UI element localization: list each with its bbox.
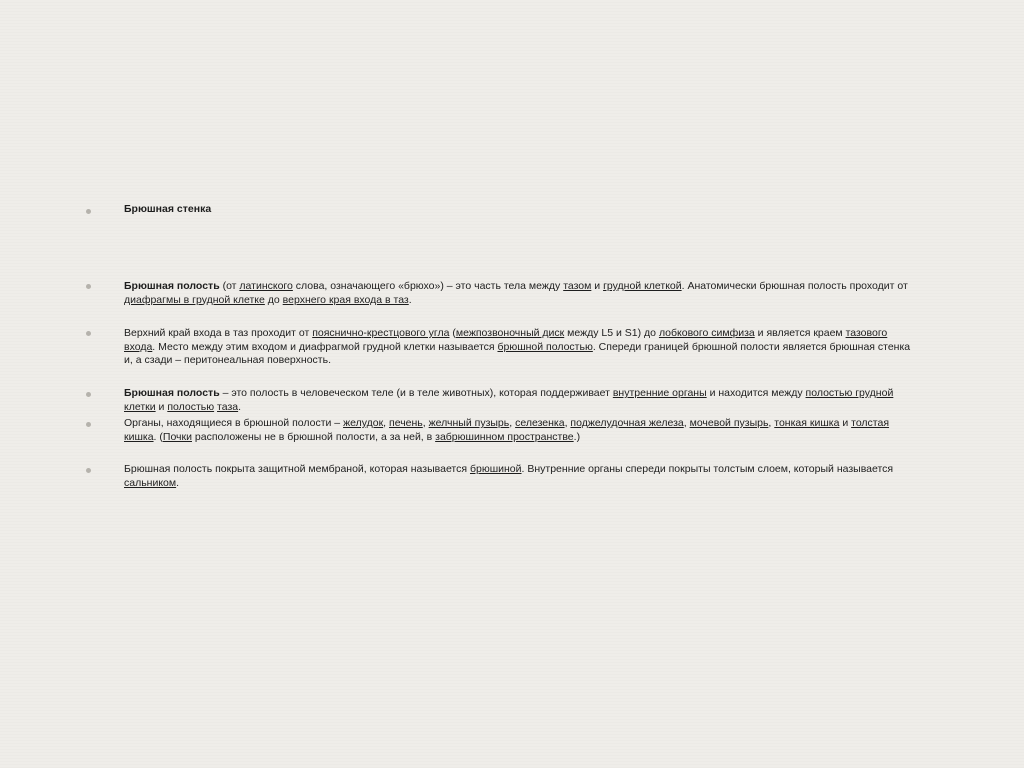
text-run: слова, означающего «брюхо») – это часть тела между: [292, 280, 564, 292]
term-link[interactable]: печень: [389, 417, 423, 429]
term-link[interactable]: пояснично-крестцового угла: [312, 327, 450, 339]
term-link[interactable]: брюшной полостью: [497, 340, 593, 353]
term-link[interactable]: латинского: [239, 280, 293, 292]
bullet-icon: [86, 209, 91, 214]
term-link[interactable]: тазом: [563, 280, 592, 292]
list-item: [124, 327, 914, 368]
bullet-icon: [86, 468, 91, 473]
term-link[interactable]: сальником: [124, 476, 177, 489]
bold-term: Брюшная полость: [124, 387, 220, 399]
term-link[interactable]: Почки: [162, 430, 192, 443]
text-run: .): [573, 430, 581, 443]
text-run: (: [449, 327, 456, 339]
term-link[interactable]: межпозвоночный диск: [455, 327, 565, 339]
text-run: ,: [768, 417, 775, 429]
term-link[interactable]: полостью грудной клетки: [124, 387, 894, 413]
term-link[interactable]: тонкая кишка: [774, 417, 840, 429]
text-run: расположены не в брюшной полости, а за ней, в: [191, 430, 436, 443]
text-run: . (: [153, 430, 163, 443]
text-run: – это полость в человеческом теле (и в теле животных), которая поддерживает: [219, 387, 613, 399]
text-run: Органы, находящиеся в брюшной полости –: [124, 417, 344, 429]
bold-term: Брюшная стенка: [124, 203, 212, 215]
text-run: (от: [219, 280, 240, 292]
term-link[interactable]: таза: [217, 400, 239, 413]
bullet-icon: [86, 284, 91, 289]
term-link[interactable]: брюшиной: [469, 463, 522, 475]
list-item: [124, 463, 914, 490]
term-link[interactable]: мочевой пузырь: [689, 417, 769, 429]
list-item: [124, 280, 914, 307]
term-link[interactable]: внутренние органы: [612, 387, 707, 399]
text-run: ,: [509, 417, 516, 429]
term-link[interactable]: диафрагмы в грудной клетке: [124, 293, 265, 306]
term-link[interactable]: желчный пузырь: [428, 417, 510, 429]
term-link[interactable]: тазового входа: [124, 327, 888, 353]
text-run: . Анатомически брюшная полость проходит от: [681, 280, 908, 292]
term-link[interactable]: толстая кишка: [124, 417, 890, 443]
text-run: и: [839, 417, 852, 429]
term-link[interactable]: лобкового симфиза: [658, 327, 755, 339]
text-run: ,: [564, 417, 571, 429]
text-run: до: [264, 293, 283, 306]
text-run: . Внутренние органы спереди покрыты толстым слоем, который называется: [521, 463, 894, 475]
text-run: и: [155, 400, 168, 413]
list-item: [124, 203, 914, 217]
text-run: ,: [683, 417, 690, 429]
term-link[interactable]: селезенка: [515, 417, 565, 429]
list-item: [124, 387, 914, 414]
bold-term: Брюшная полость: [124, 280, 220, 292]
text-run: Брюшная полость покрыта защитной мембраной, которая называется: [124, 463, 470, 475]
text-run: ,: [383, 417, 390, 429]
list-item: [124, 417, 914, 444]
term-link[interactable]: поджелудочная железа: [570, 417, 684, 429]
text-run: Верхний край входа в таз проходит от: [124, 327, 313, 339]
text-run: .: [176, 476, 180, 489]
text-run: . Спереди границей брюшной полости является брюшная стенка и, а сзади – перитонеальная поверхность.: [124, 340, 911, 366]
text-run: и является краем: [754, 327, 846, 339]
text-run: .: [238, 400, 242, 413]
text-run: . Место между этим входом и диафрагмой грудной клетки называется: [152, 340, 498, 353]
term-link[interactable]: грудной клеткой: [603, 280, 682, 292]
text-run: между L5 и S1) до: [564, 327, 659, 339]
text-run: .: [408, 293, 412, 306]
term-link[interactable]: полостью: [167, 400, 215, 413]
bullet-icon: [86, 331, 91, 336]
term-link[interactable]: верхнего края входа в таз: [282, 293, 409, 306]
bullet-icon: [86, 422, 91, 427]
term-link[interactable]: забрюшинном пространстве: [435, 430, 574, 443]
text-run: и находится между: [706, 387, 806, 399]
bullet-icon: [86, 392, 91, 397]
text-run: ,: [422, 417, 429, 429]
text-run: и: [591, 280, 604, 292]
term-link[interactable]: желудок: [343, 417, 384, 429]
